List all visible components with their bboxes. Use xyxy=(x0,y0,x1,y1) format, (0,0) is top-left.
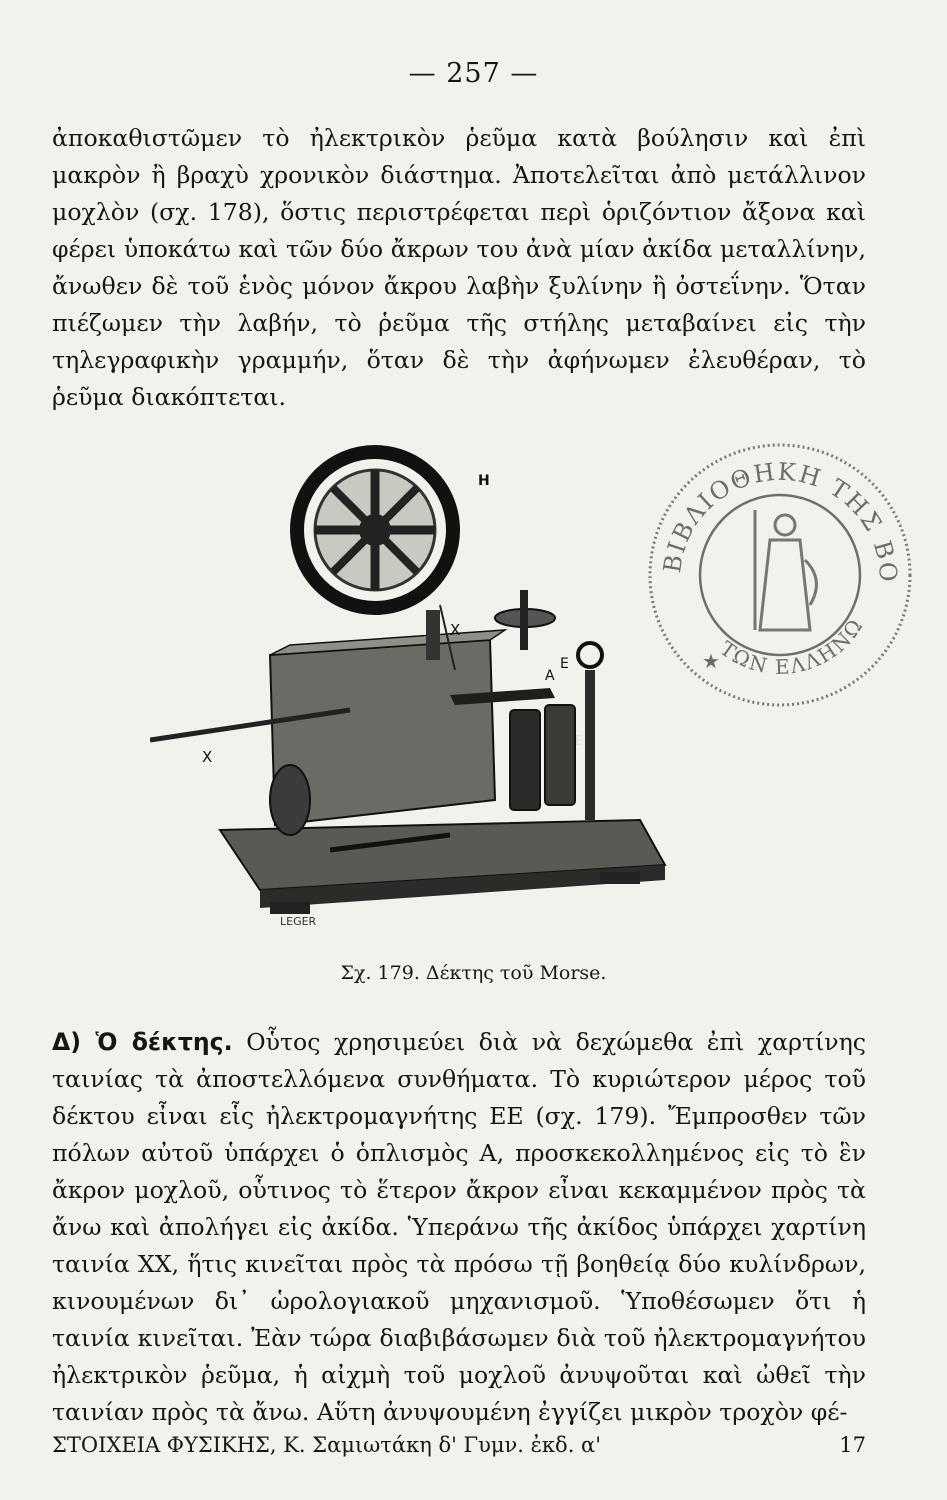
reel-support-post xyxy=(426,610,440,660)
paragraph-key-description: ἀποκαθιστῶμεν τὸ ἠλεκτρικὸν ῥεῦμα κατὰ βούλησιν καὶ ἐπὶ μακρὸν ἢ βραχὺ χρονικὸν διάστημα. Ἀποτελεῖται ἀπὸ μετάλλινον μοχλὸν (σχ. 178), ὅστις περιστρέφεται περὶ ὁριζόντιον ἄξονα καὶ φέρει ὑποκάτω καὶ τῶν δύο ἄκρων του ἀνὰ μίαν ἀκίδα μεταλλίνην, ἄνωθεν δὲ τοῦ ἑνὸς μόνον ἄκρου λαβὴν ξυλίνην ἢ ὀστεΐνην. Ὅταν πιέζωμεν τὴν λαβήν, τὸ ῥεῦμα τῆς στήλης μεταβαίνει εἰς τὴν τηλεγραφικὴν γραμμήν, ὅταν δὲ τὴν ἀφήνωμεν ἐλευθέραν, τὸ ῥεῦμα διακόπτεται. xyxy=(52,124,866,411)
page-number: — 257 — xyxy=(408,58,539,89)
label-h: H xyxy=(478,473,490,489)
base-foot-right xyxy=(600,872,640,884)
paragraph-receiver-text: Οὗτος χρησιμεύει διὰ νὰ δεχώμεθα ἐπὶ χαρτίνης ταινίας τὰ ἀποστελλόμενα συνθήματα. Τὸ κυριώτερον μέρος τοῦ δέκτου εἶναι εἷς ἠλεκτρομαγνήτης ΕΕ (σχ. 179). Ἔμπροσθεν τῶν πόλων αὐτοῦ ὑπάρχει ὁ ὁπλισμὸς Α, προσκεκολλημένος εἰς τὸ ἓν ἄκρον μοχλοῦ, οὗτινος τὸ ἕτερον ἄκρον εἶναι κεκαμμένον πρὸς τὰ ἄνω καὶ ἀπολήγει εἰς ἀκίδα. Ὑπεράνω τῆς ἀκίδος ὑπάρχει χαρτίνη ταινία ΧΧ, ἥτις κινεῖται πρὸς τὰ πρόσω τῇ βοηθείᾳ δύο κυλίνδρων, κινουμένων δι᾽ ὡρολογιακοῦ μηχανισμοῦ. Ὑποθέσωμεν ὅτι ἡ ταινία κινεῖται. Ἐὰν τώρα διαβιβάσωμεν διὰ τοῦ ἠλεκτρομαγνήτου ἠλεκτρικὸν ῥεῦμα, ἡ αἰχμὴ τοῦ μοχλοῦ ἀνυψοῦται καὶ ὠθεῖ τὴν ταινίαν πρὸς τὰ ἄνω. Αὕτη ἀνυψουμένη ἐγγίζει μικρὸν τροχὸν φέ- xyxy=(52,1028,866,1426)
terminal-post xyxy=(585,670,595,820)
label-e2: E xyxy=(575,734,584,749)
stamp-bottom-text: ΤΩΝ ΕΛΛΗΝΩ xyxy=(715,613,869,680)
electromagnet-coil-right xyxy=(545,705,575,805)
stamp-top-text: ΒΙΒΛΙΟΘΗΚΗ ΤΗΣ ΒΟ xyxy=(658,457,903,585)
paragraph-receiver-description xyxy=(52,1024,866,1431)
electromagnet-coil-left xyxy=(510,710,540,810)
figure-caption: Σχ. 179. Δέκτης τοῦ Morse. xyxy=(340,962,607,984)
maker-mark: LEGER xyxy=(280,915,317,928)
page-footer xyxy=(52,1433,866,1457)
label-x-lower: X xyxy=(202,748,213,766)
library-stamp xyxy=(640,430,920,720)
athena-figure-icon xyxy=(755,510,816,630)
adjust-rod xyxy=(520,590,528,650)
morse-receiver-illustration xyxy=(150,440,680,940)
base-foot-left xyxy=(270,902,310,914)
clockwork-wheel xyxy=(270,765,310,835)
signature-number: 17 xyxy=(839,1433,866,1457)
label-x-upper: X xyxy=(450,621,461,639)
stamp-star-icon: ★ xyxy=(702,649,720,673)
section-label: Δ) Ὁ δέκτης. xyxy=(52,1028,233,1056)
label-a: A xyxy=(545,668,555,684)
footer-title: ΣΤΟΙΧΕΙΑ ΦΥΣΙΚΗΣ, Κ. Σαμιωτάκη δ' Γυμν. ἐκδ. α' xyxy=(52,1433,601,1457)
label-e: E xyxy=(560,656,569,672)
svg-text:ΒΙΒΛΙΟΘΗΚΗ ΤΗΣ ΒΟΥΛΗΣ xyxy=(640,430,902,585)
terminal-ring xyxy=(578,643,602,667)
paper-tape-reel xyxy=(297,452,453,608)
